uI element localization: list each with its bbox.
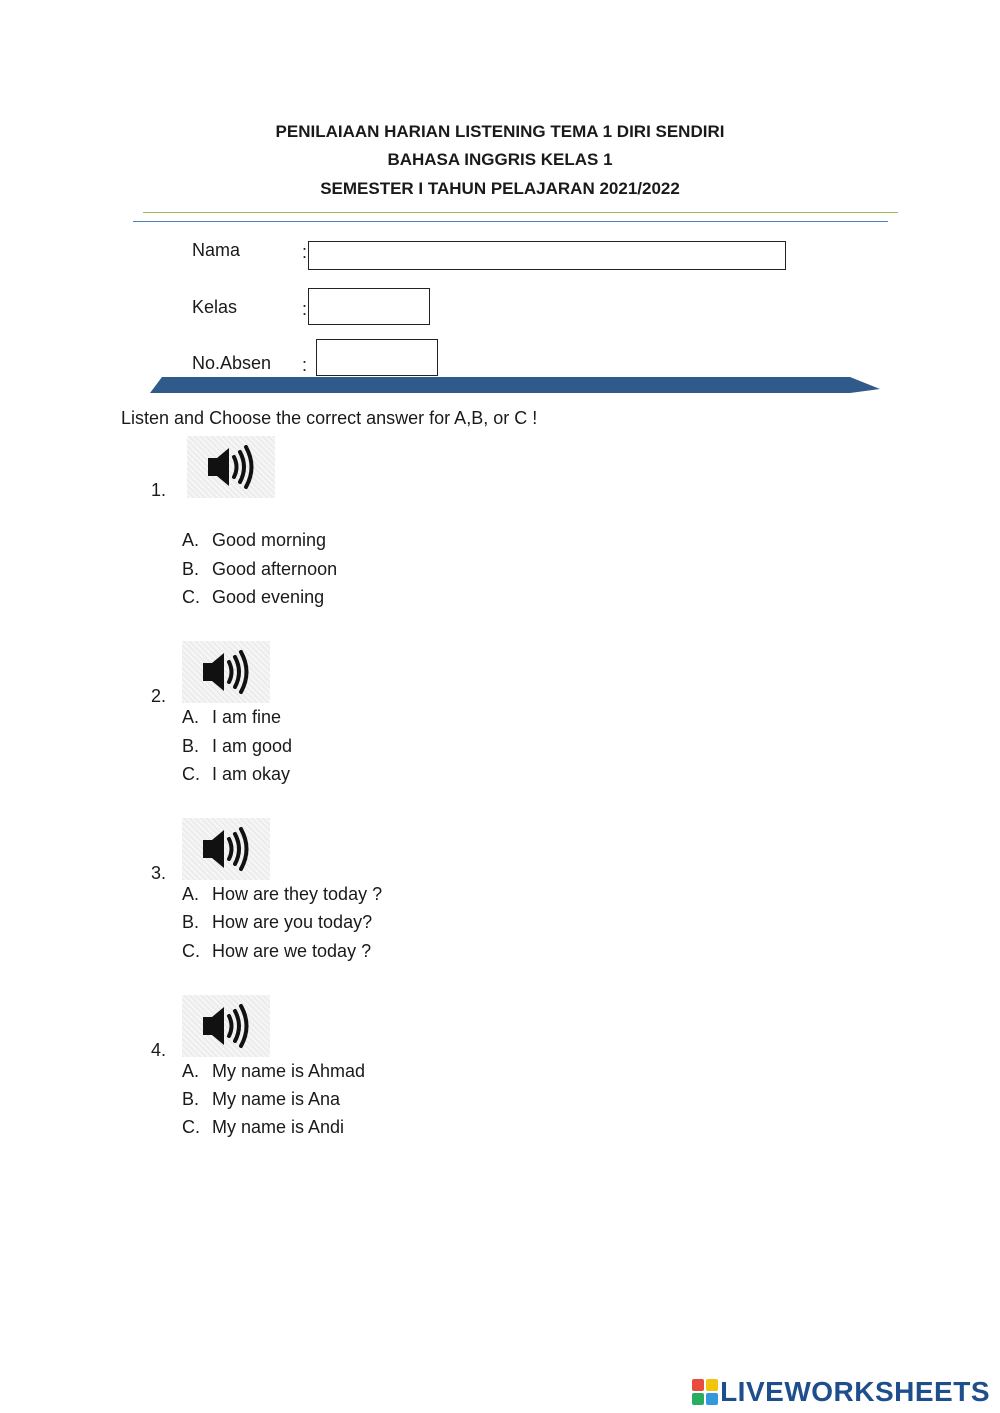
name-field[interactable] <box>308 241 786 270</box>
question-3-option-b[interactable]: B. How are you today? <box>182 912 373 932</box>
question-1-option-b[interactable]: B. Good afternoon <box>182 559 338 579</box>
divider-blue <box>133 221 888 222</box>
speaker-icon[interactable] <box>187 436 275 498</box>
question-1-option-a[interactable]: A. Good morning <box>182 530 327 550</box>
name-label: Nama <box>192 240 241 260</box>
question-3-option-c[interactable]: C. How are we today ? <box>182 941 372 961</box>
title-line-1: PENILAIAAN HARIAN LISTENING TEMA 1 DIRI SENDIRI <box>275 122 725 141</box>
absen-field[interactable] <box>316 339 438 376</box>
question-2-option-c[interactable]: C. I am okay <box>182 764 291 784</box>
speaker-icon[interactable] <box>182 818 270 880</box>
speaker-icon[interactable] <box>182 641 270 703</box>
question-1-number: 1. <box>151 480 167 500</box>
question-3-number: 3. <box>151 863 167 883</box>
liveworksheets-logo <box>692 1376 990 1408</box>
question-4-option-c[interactable]: C. My name is Andi <box>182 1117 345 1137</box>
title-line-3: SEMESTER I TAHUN PELAJARAN 2021/2022 <box>320 179 680 198</box>
question-4-number: 4. <box>151 1040 167 1060</box>
name-colon: : <box>302 242 308 262</box>
divider-green <box>143 212 898 213</box>
speaker-icon[interactable] <box>182 995 270 1057</box>
absen-colon: : <box>302 355 308 375</box>
instruction-text: Listen and Choose the correct answer for A,B, or C ! <box>121 408 538 428</box>
question-2-option-a[interactable]: A. I am fine <box>182 707 282 727</box>
header-band <box>150 376 880 394</box>
logo-icon <box>692 1379 718 1405</box>
question-3-option-a[interactable]: A. How are they today ? <box>182 884 383 904</box>
class-field[interactable] <box>308 288 430 325</box>
question-2-number: 2. <box>151 686 167 706</box>
question-4-option-b[interactable]: B. My name is Ana <box>182 1089 341 1109</box>
absen-label: No.Absen <box>192 353 272 373</box>
class-label: Kelas <box>192 297 238 317</box>
question-4-option-a[interactable]: A. My name is Ahmad <box>182 1061 366 1081</box>
logo-text: LIVEWORKSHEETS <box>720 1376 990 1407</box>
class-colon: : <box>302 299 308 319</box>
question-1-option-c[interactable]: C. Good evening <box>182 587 325 607</box>
question-2-option-b[interactable]: B. I am good <box>182 736 293 756</box>
title-line-2: BAHASA INGGRIS KELAS 1 <box>387 150 613 169</box>
